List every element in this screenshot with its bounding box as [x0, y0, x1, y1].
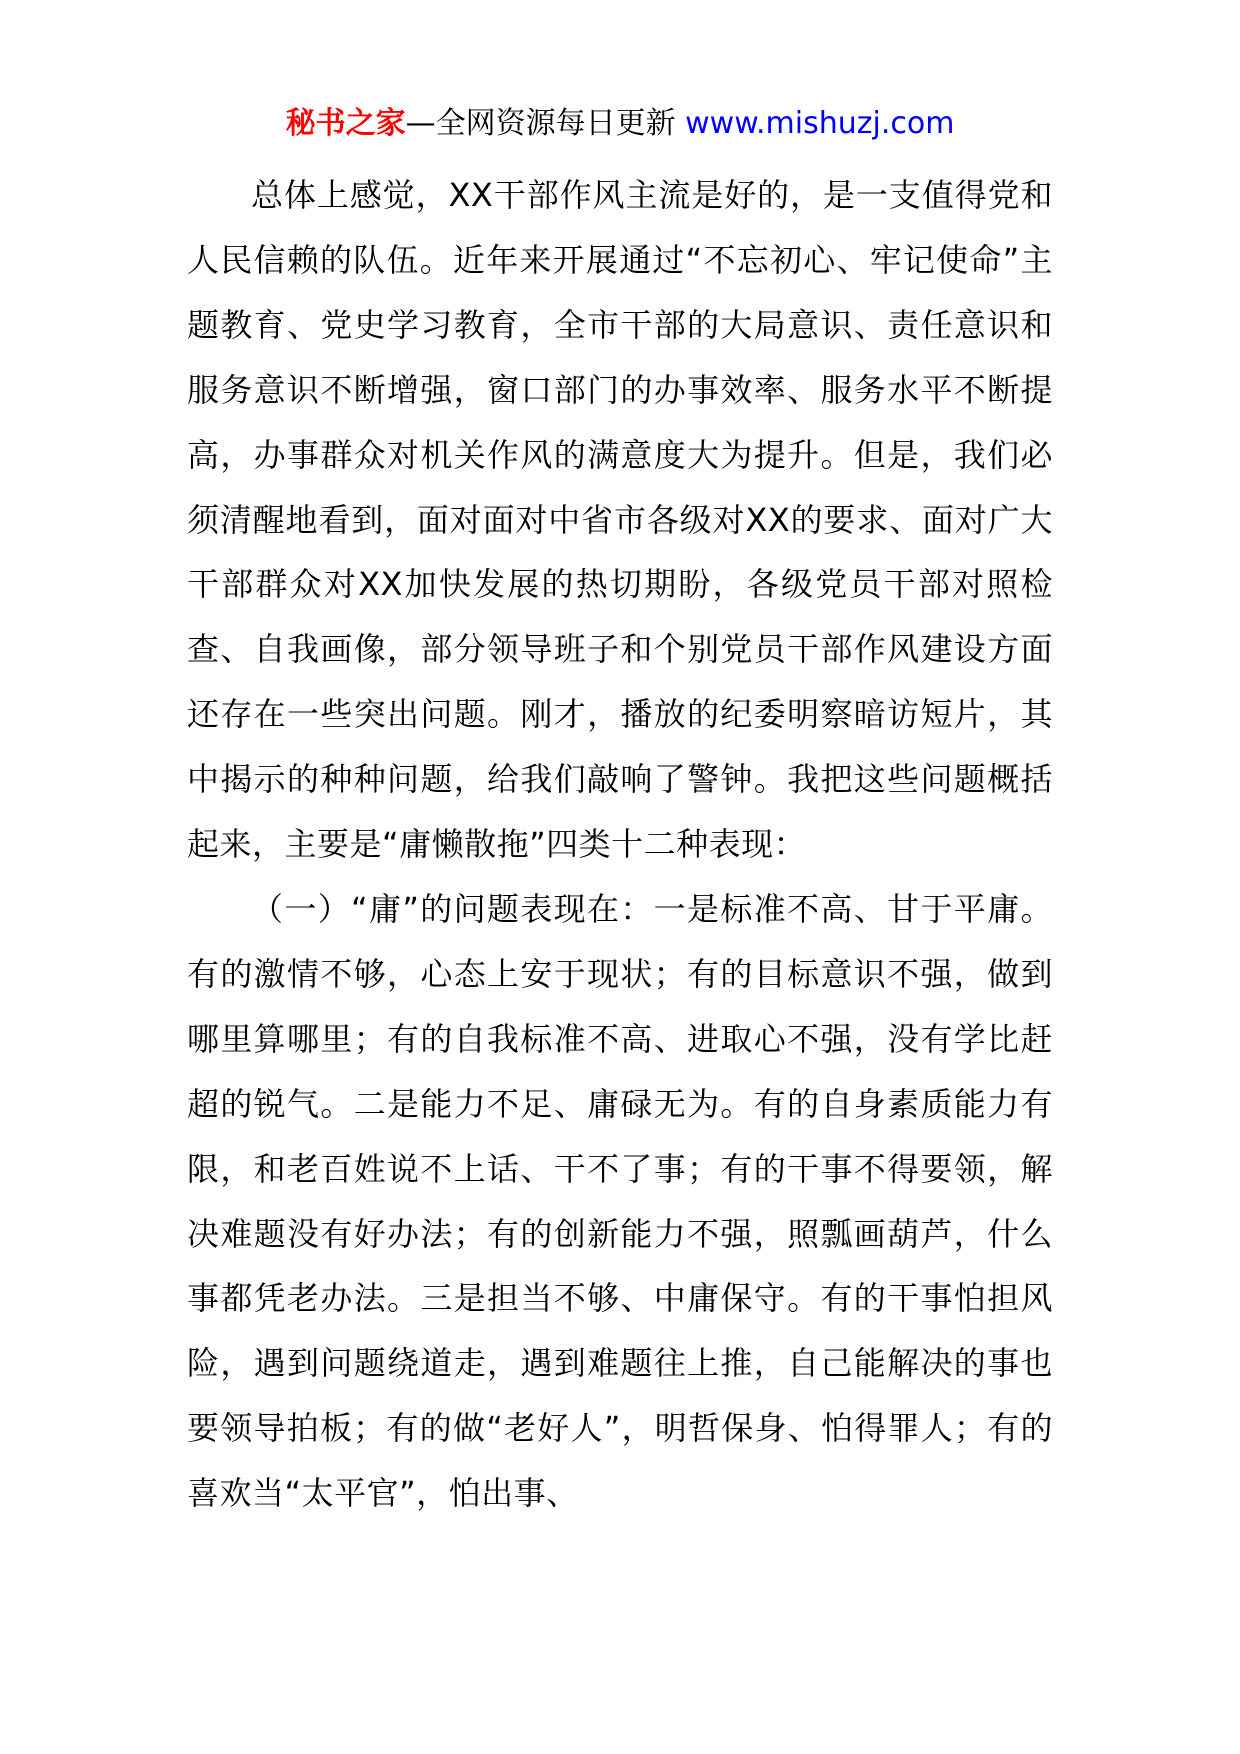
paragraph-yong-problems: （一）“庸”的问题表现在：一是标准不高、甘于平庸。有的激情不够，心态上安于现状；有的目标意识不强，做到哪里算哪里；有的自我标准不高、进取心不强，没有学比赶超的锐气。二是能力不足、庸碌无为。有的自身素质能力有限，和老百姓说不上话、干不了事；有的干事不得要领，解决难题没有好办法；有的创新能力不强，照瓢画葫芦，什么事都凭老办法。三是担当不够、中庸保守。有的干事怕担风险，遇到问题绕道走，遇到难题往上推，自己能解决的事也要领导拍板；有的做“老好人”，明哲保身、怕得罪人；有的喜欢当“太平官”，怕出事、	[187, 889, 1053, 1513]
header-tagline: —全网资源每日更新	[405, 106, 686, 141]
site-name: 秘书之家	[285, 106, 406, 141]
paragraph-overview: 总体上感觉，XX干部作风主流是好的，是一支值得党和人民信赖的队伍。近年来开展通过“不忘初心、牢记使命”主题教育、党史学习教育，全市干部的大局意识、责任意识和服务意识不断增强，窗口部门的办事效率、服务水平不断提高，办事群众对机关作风的满意度大为提升。但是，我们必须清醒地看到，面对面对中省市各级对XX的要求、面对广大干部群众对XX加快发展的热切期盼，各级党员干部对照检查、自我画像，部分领导班子和个别党员干部作风建设方面还存在一些突出问题。刚才，播放的纪委明察暗访短片，其中揭示的种种问题，给我们敲响了警钟。我把这些问题概括起来，主要是“庸懒散拖”四类十二种表现：	[187, 176, 1053, 864]
document-body	[187, 163, 1053, 1526]
site-url-link[interactable]: www.mishuzj.com	[685, 106, 955, 141]
page-header	[0, 102, 1240, 146]
